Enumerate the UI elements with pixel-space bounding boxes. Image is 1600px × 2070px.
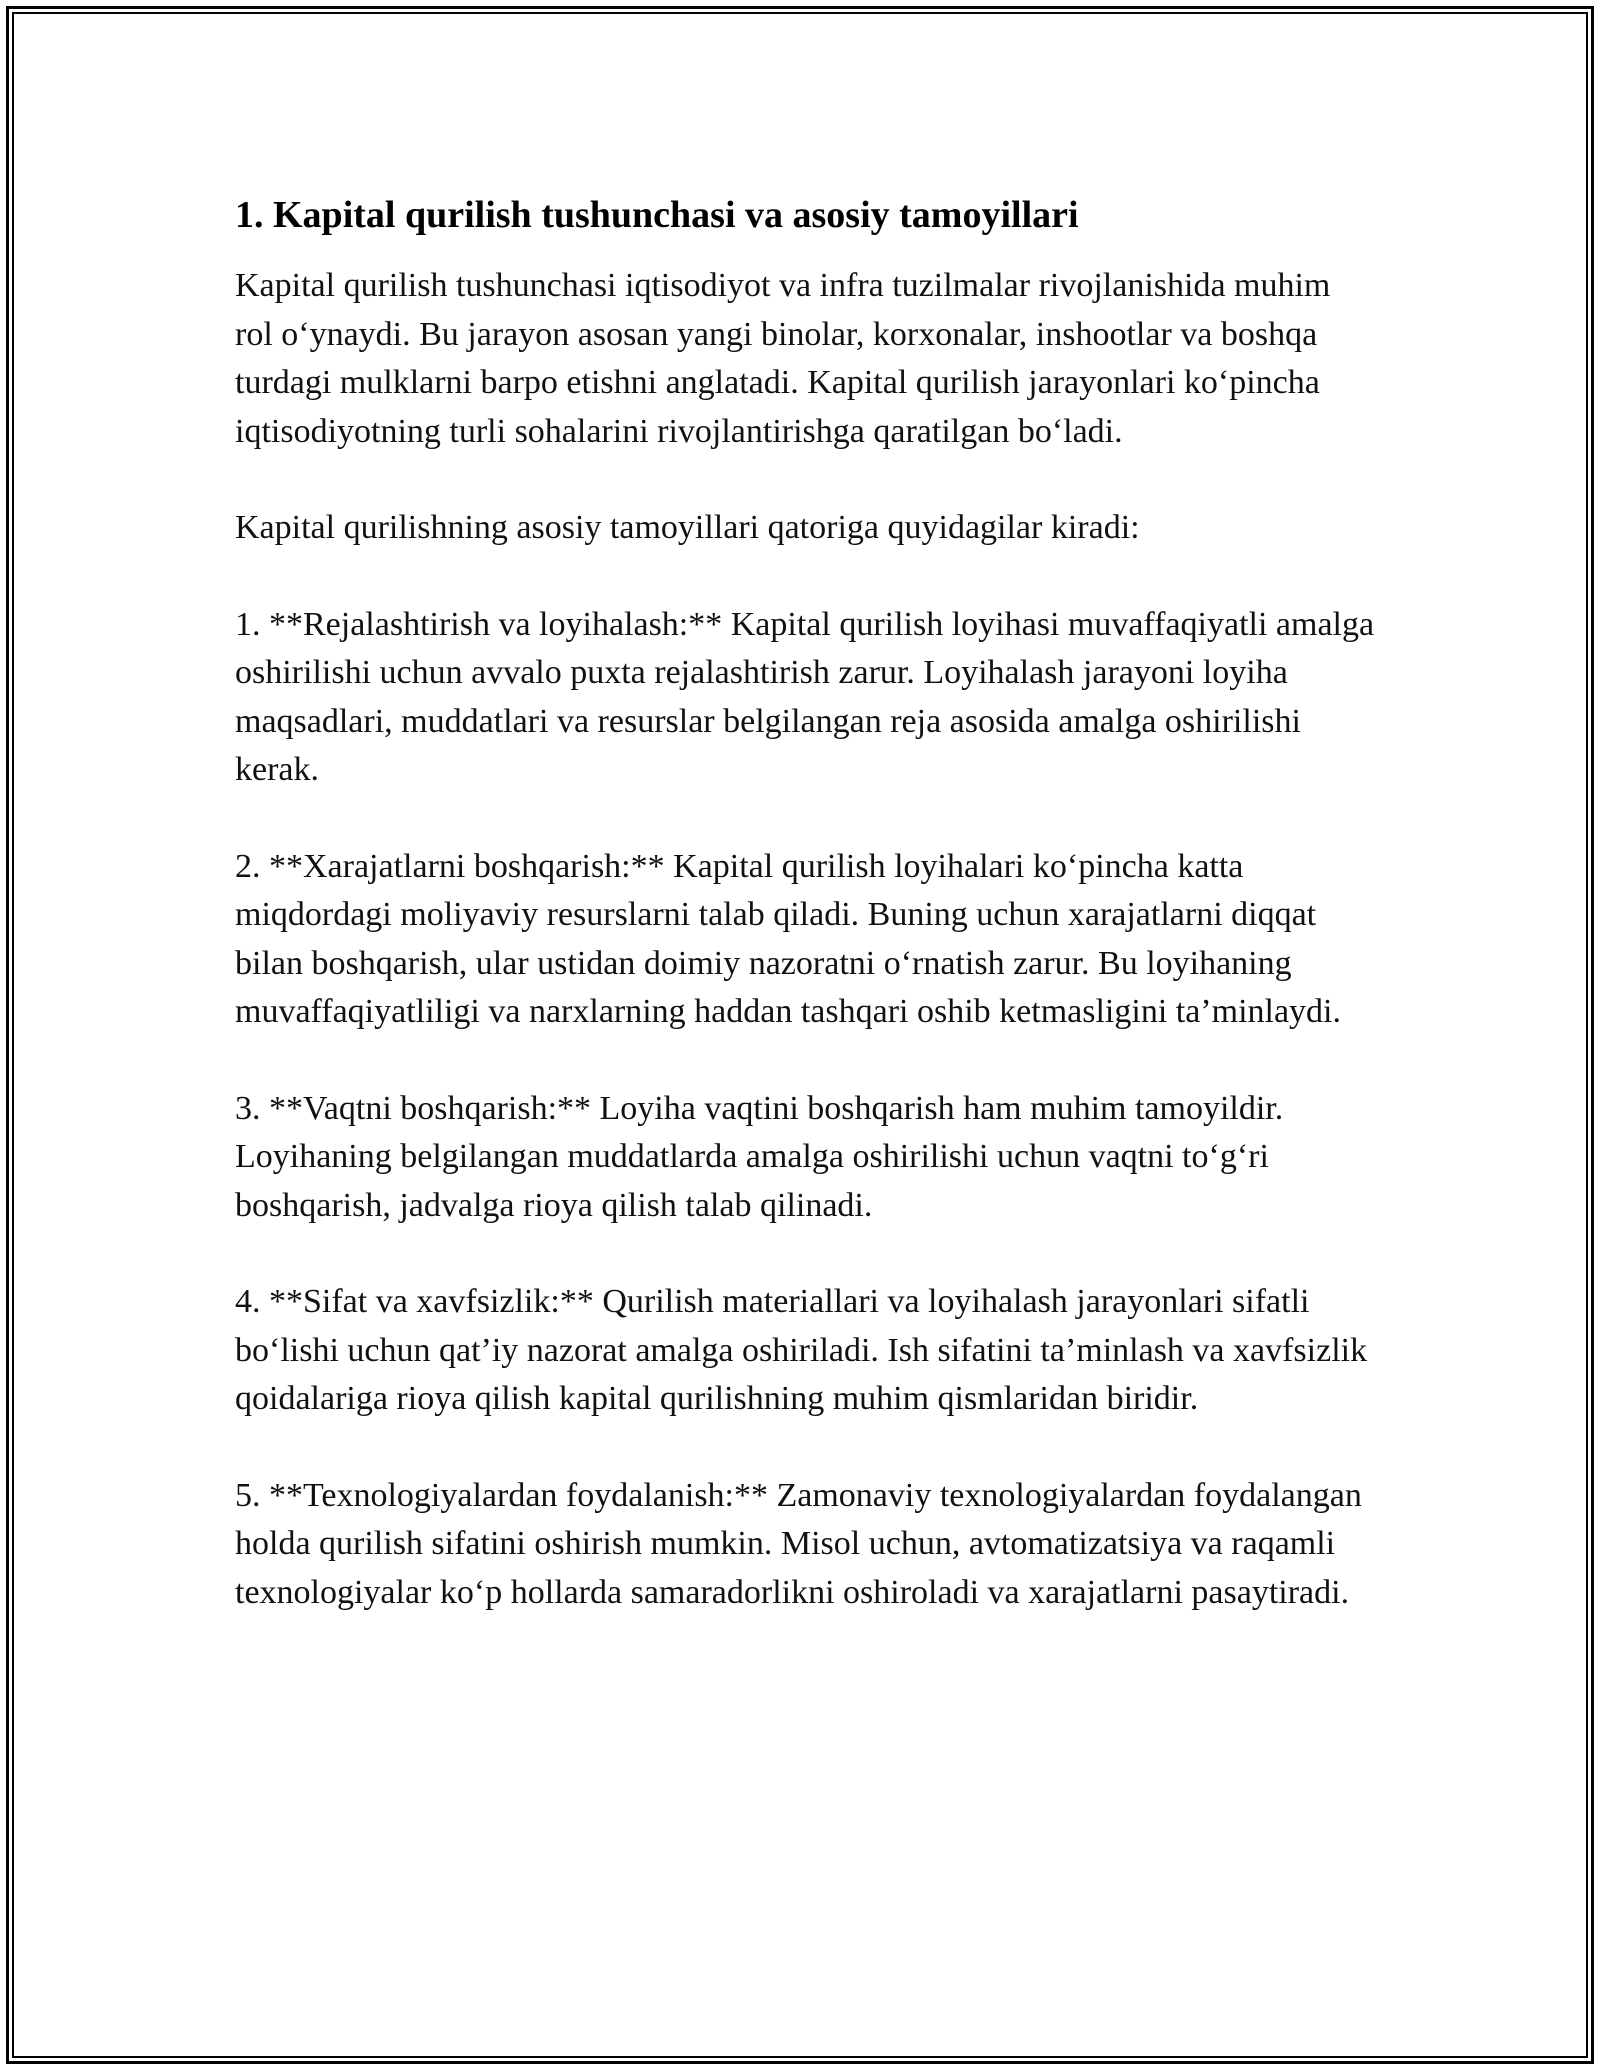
principle-item-3: 3. **Vaqtni boshqarish:** Loyiha vaqtini boshqarish ham muhim tamoyildir. Loyihaning belgilangan muddatlarda amalga oshirilishi uchun vaqtni to‘g‘ri boshqarish, jadvalga rioya qilish talab qilinadi.	[235, 1089, 1284, 1224]
intro-paragraph: Kapital qurilish tushunchasi iqtisodiyot va infra tuzilmalar rivojlanishida muhim rol o‘ynaydi. Bu jarayon asosan yangi binolar, korxonalar, inshootlar va boshqa turdagi mulklarni barpo etishni anglatadi. Kapital qurilish jarayonlari ko‘pincha iqtisodiyotning turli sohalarini rivojlantirishga qaratilgan bo‘ladi.	[235, 267, 1331, 450]
document-title: 1. Kapital qurilish tushunchasi va asosiy tamoyillari	[235, 194, 1079, 236]
principle-item-5: 5. **Texnologiyalardan foydalanish:** Zamonaviy texnologiyalardan foydalangan holda qurilish sifatini oshirish mumkin. Misol uchun, avtomatizatsiya va raqamli texnologiyalar ko‘p hollarda samaradorlikni oshiroladi va xarajatlarni pasaytiradi.	[235, 1476, 1362, 1611]
lead-paragraph: Kapital qurilishning asosiy tamoyillari qatoriga quyidagilar kiradi:	[235, 509, 1140, 546]
principle-item-4: 4. **Sifat va xavfsizlik:** Qurilish materiallari va loyihalash jarayonlari sifatli bo‘lishi uchun qat’iy nazorat amalga oshiriladi. Ish sifatini ta’minlash va xavfsizlik qoidalariga rioya qilish kapital qurilishning muhim qismlaridan biridir.	[235, 1283, 1368, 1417]
principle-item-1: 1. **Rejalashtirish va loyihalash:** Kapital qurilish loyihasi muvaffaqiyatli amalga oshirilishi uchun avvalo puxta rejalashtirish zarur. Loyihalash jarayoni loyiha maqsadlari, muddatlari va resurslar belgilangan reja asosida amalga oshirilishi kerak.	[235, 605, 1375, 788]
principle-item-2: 2. **Xarajatlarni boshqarish:** Kapital qurilish loyihalari ko‘pincha katta miqdordagi moliyaviy resurslarni talab qiladi. Buning uchun xarajatlarni diqqat bilan boshqarish, ular ustidan doimiy nazoratni o‘rnatish zarur. Bu loyihaning muvaffaqiyatliligi va narxlarning haddan tashqari oshib ketmasligini ta’minlaydi.	[235, 847, 1341, 1030]
document-body	[235, 188, 1375, 1665]
